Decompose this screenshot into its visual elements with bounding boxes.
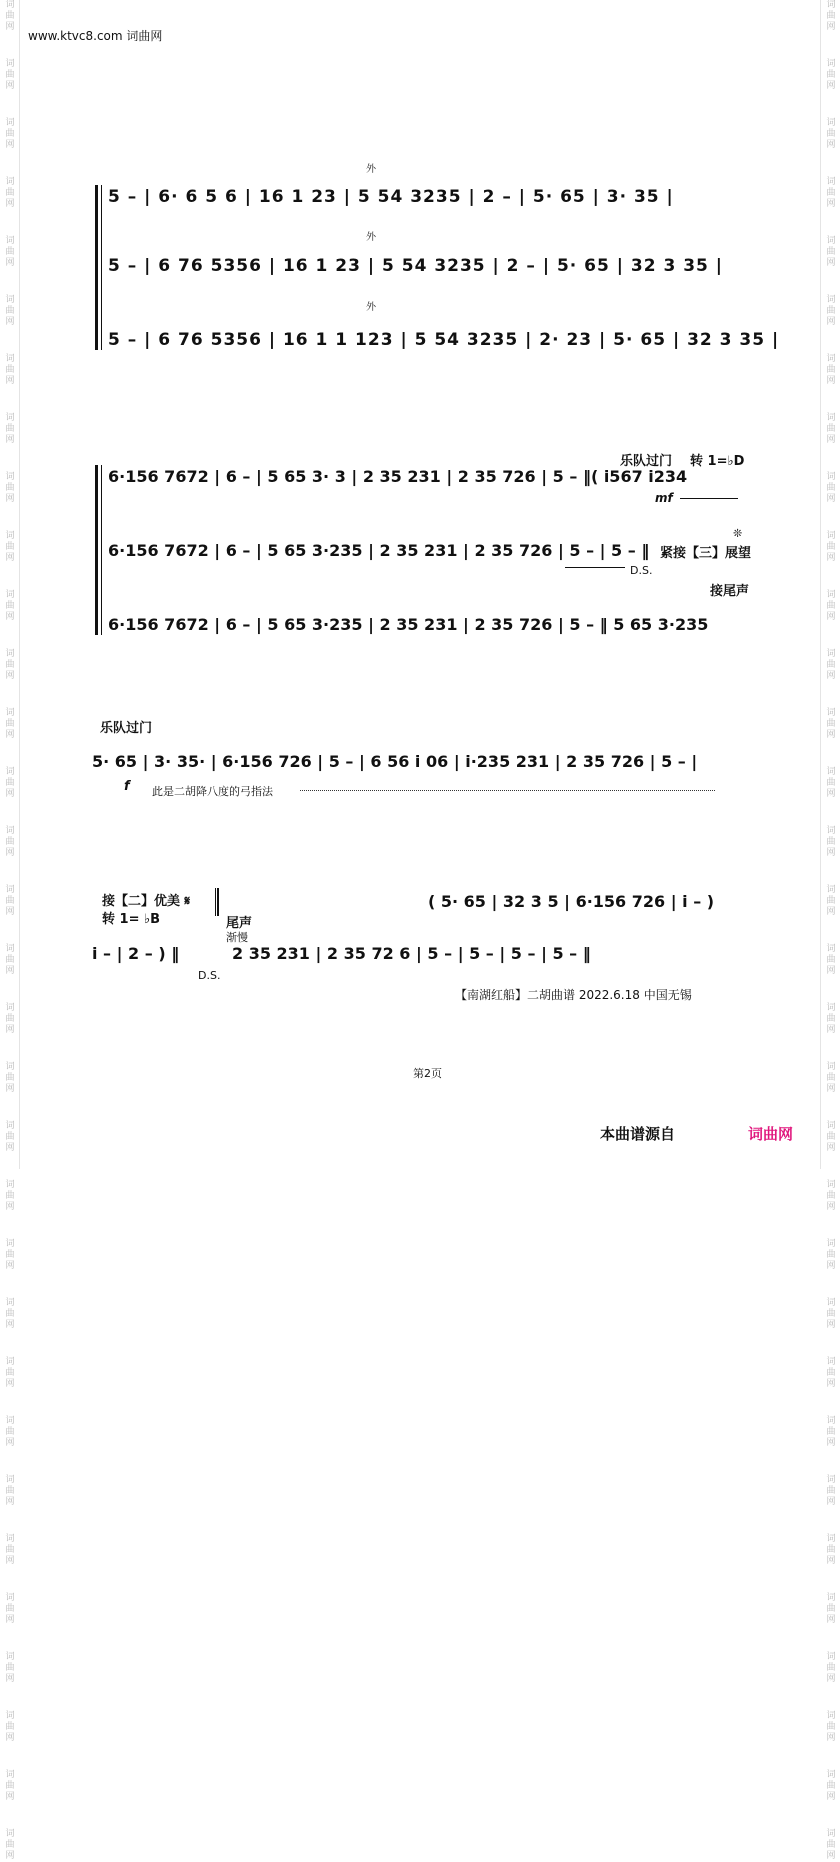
watermark-char: 曲 [826, 1250, 836, 1260]
watermark-char: 网 [5, 612, 15, 622]
watermark-char: 网 [5, 848, 15, 858]
bowing-dots [300, 790, 715, 791]
transition-label: 乐队过门 [100, 721, 153, 736]
watermark-char: 词 [826, 413, 836, 423]
watermark-char: 曲 [5, 1722, 15, 1732]
score-row-bottom-right: 2 35 231 | 2 35 72 6 | 5 – | 5 – | 5 – | 5 – ‖ [232, 944, 591, 963]
watermark-char: 网 [5, 494, 15, 504]
watermark-char: 词 [826, 826, 836, 836]
watermark-char: 词 [5, 826, 15, 836]
watermark-char: 词 [826, 1003, 836, 1013]
watermark-char: 曲 [5, 483, 15, 493]
watermark-char: 曲 [5, 70, 15, 80]
watermark-char: 词 [826, 236, 836, 246]
watermark-char: 网 [826, 22, 836, 32]
watermark-char: 词 [826, 649, 836, 659]
watermark-char: 曲 [826, 1427, 836, 1437]
watermark-char: 网 [5, 1674, 15, 1684]
watermark-char: 词 [5, 1829, 15, 1839]
watermark-char: 曲 [826, 247, 836, 257]
watermark-char: 词 [826, 472, 836, 482]
watermark-char: 网 [5, 22, 15, 32]
watermark-char: 曲 [826, 1073, 836, 1083]
score-system-2 [0, 445, 840, 645]
segno-mark: ❊ [733, 527, 743, 540]
watermark-char: 词 [5, 1593, 15, 1603]
score-row-1: 6·156 7672 | 6 – | 5 65 3· 3 | 2 35 231 | 2 35 726 | 5 – ‖( i567 i234 [108, 467, 688, 486]
watermark-char: 词 [5, 1652, 15, 1662]
watermark-char: 网 [826, 730, 836, 740]
watermark-char: 网 [826, 1733, 836, 1743]
key-change: 转 1= ♭B [102, 912, 161, 927]
watermark-char: 网 [826, 317, 836, 327]
watermark-char: 网 [826, 1143, 836, 1153]
watermark-char: 网 [826, 1851, 836, 1861]
wai-mark-3: 外 [366, 302, 376, 313]
watermark-char: 词 [5, 1239, 15, 1249]
watermark-char: 网 [826, 1320, 836, 1330]
watermark-char: 网 [826, 199, 836, 209]
watermark-char: 曲 [5, 837, 15, 847]
watermark-char: 网 [826, 1792, 836, 1802]
watermark-char: 曲 [826, 1486, 836, 1496]
watermark-char: 词 [826, 1829, 836, 1839]
watermark-char: 词 [826, 0, 836, 10]
watermark-char: 曲 [5, 719, 15, 729]
watermark-char: 词 [826, 59, 836, 69]
watermark-char: 网 [5, 730, 15, 740]
watermark-char: 词 [826, 1711, 836, 1721]
watermark-char: 网 [5, 1733, 15, 1743]
watermark-char: 曲 [826, 11, 836, 21]
ds-mark: D.S. [630, 564, 653, 577]
watermark-char: 网 [5, 1379, 15, 1389]
watermark-char: 曲 [5, 1073, 15, 1083]
score-row: 5· 65 | 3· 35· | 6·156 726 | 5 – | 6 56 i 06 | i·235 231 | 2 35 726 | 5 – | [92, 752, 698, 771]
watermark-char: 词 [826, 118, 836, 128]
watermark-char: 曲 [5, 1191, 15, 1201]
watermark-char: 曲 [826, 896, 836, 906]
watermark-char: 网 [5, 553, 15, 563]
system-bracket [95, 465, 98, 635]
watermark-char: 曲 [5, 306, 15, 316]
system-bracket-thin [101, 465, 102, 635]
watermark-char: 曲 [826, 483, 836, 493]
page-number: 第2页 [413, 1067, 442, 1080]
watermark-char: 曲 [5, 1368, 15, 1378]
watermark-char: 词 [5, 0, 15, 10]
watermark-char: 词 [5, 708, 15, 718]
score-row-top: ( 5· 65 | 32 3 5 | 6·156 726 | i – ) [428, 892, 715, 911]
watermark-char: 词 [5, 1770, 15, 1780]
watermark-char: 词 [5, 413, 15, 423]
score-row-2: 5 – | 6 76 5356 | 16 1 23 | 5 54 3235 | 2 – | 5· 65 | 32 3 35 | [108, 256, 723, 276]
watermark-char: 曲 [826, 424, 836, 434]
watermark-char: 词 [826, 177, 836, 187]
watermark-char: 词 [5, 1062, 15, 1072]
ds-mark: D.S. [198, 969, 221, 982]
watermark-char: 词 [826, 295, 836, 305]
watermark-char: 网 [5, 317, 15, 327]
watermark-char: 网 [826, 671, 836, 681]
watermark-char: 曲 [5, 896, 15, 906]
watermark-char: 曲 [5, 247, 15, 257]
watermark-char: 网 [826, 1025, 836, 1035]
watermark-char: 网 [826, 1379, 836, 1389]
watermark-char: 曲 [826, 1132, 836, 1142]
watermark-char: 曲 [5, 778, 15, 788]
dynamic-f: f [124, 779, 130, 794]
watermark-char: 曲 [5, 955, 15, 965]
watermark-char: 网 [5, 435, 15, 445]
watermark-char: 网 [5, 671, 15, 681]
watermark-char: 网 [5, 1320, 15, 1330]
watermark-char: 曲 [5, 660, 15, 670]
watermark-char: 网 [5, 1615, 15, 1625]
watermark-char: 网 [5, 376, 15, 386]
wai-mark-2: 外 [366, 232, 376, 243]
source-label: 本曲谱源自 [600, 1125, 676, 1143]
watermark-char: 曲 [826, 365, 836, 375]
watermark-char: 曲 [826, 1368, 836, 1378]
watermark-char: 词 [826, 1770, 836, 1780]
wai-mark: 外 [366, 164, 376, 175]
watermark-char: 网 [5, 1556, 15, 1566]
watermark-char: 网 [826, 1202, 836, 1212]
watermark-char: 网 [826, 1261, 836, 1271]
watermark-char: 词 [826, 885, 836, 895]
watermark-char: 网 [826, 612, 836, 622]
watermark-char: 词 [5, 295, 15, 305]
watermark-char: 词 [826, 1475, 836, 1485]
score-system-4 [0, 880, 840, 990]
watermark-char: 词 [5, 236, 15, 246]
watermark-char: 曲 [5, 129, 15, 139]
watermark-char: 词 [5, 1416, 15, 1426]
watermark-char: 网 [826, 789, 836, 799]
jin-jie-label: 紧接【三】展望 [660, 546, 752, 561]
watermark-char: 词 [826, 1298, 836, 1308]
watermark-char: 曲 [826, 1604, 836, 1614]
key-change: 转 1=♭D [690, 454, 745, 469]
score-credit: 【南湖红船】二胡曲谱 2022.6.18 中国无锡 [455, 988, 692, 1002]
watermark-char: 曲 [826, 837, 836, 847]
watermark-char: 曲 [5, 1840, 15, 1850]
watermark-char: 词 [5, 531, 15, 541]
watermark-char: 词 [5, 1003, 15, 1013]
watermark-char: 网 [826, 1438, 836, 1448]
watermark-char: 网 [5, 140, 15, 150]
watermark-char: 曲 [826, 542, 836, 552]
watermark-char: 词 [826, 1180, 836, 1190]
watermark-char: 词 [5, 354, 15, 364]
watermark-char: 网 [5, 789, 15, 799]
score-row-3: 5 – | 6 76 5356 | 16 1 1 123 | 5 54 3235 | 2· 23 | 5· 65 | 32 3 35 | [108, 330, 780, 350]
site-header: www.ktvc8.com 词曲网 [28, 29, 163, 43]
watermark-char: 曲 [5, 365, 15, 375]
watermark-char: 词 [826, 767, 836, 777]
double-bar [215, 888, 219, 916]
watermark-char: 网 [826, 435, 836, 445]
score-row-2: 6·156 7672 | 6 – | 5 65 3·235 | 2 35 231 | 2 35 726 | 5 – | 5 – ‖ [108, 541, 650, 560]
watermark-char: 网 [5, 1202, 15, 1212]
watermark-char: 网 [5, 966, 15, 976]
system-bracket [95, 185, 98, 350]
watermark-char: 词 [826, 1357, 836, 1367]
watermark-char: 曲 [5, 1663, 15, 1673]
watermark-char: 网 [826, 81, 836, 91]
score-system-1 [0, 160, 840, 360]
watermark-char: 曲 [5, 1014, 15, 1024]
watermark-char: 词 [5, 649, 15, 659]
watermark-char: 网 [826, 1556, 836, 1566]
watermark-char: 词 [5, 944, 15, 954]
watermark-char: 曲 [826, 1309, 836, 1319]
bowing-note: 此是二胡降八度的弓指法 [152, 785, 273, 798]
system-bracket-thin [101, 185, 102, 350]
watermark-char: 词 [826, 1593, 836, 1603]
watermark-char: 网 [826, 258, 836, 268]
watermark-char: 网 [5, 1143, 15, 1153]
watermark-char: 曲 [826, 1191, 836, 1201]
watermark-char: 曲 [826, 719, 836, 729]
watermark-char: 词 [5, 177, 15, 187]
watermark-char: 词 [826, 1652, 836, 1662]
watermark-char: 网 [826, 494, 836, 504]
watermark-char: 网 [5, 1261, 15, 1271]
score-row-1: 5 – | 6· 6 5 6 | 16 1 23 | 5 54 3235 | 2 – | 5· 65 | 3· 35 | [108, 187, 674, 207]
watermark-char: 曲 [826, 306, 836, 316]
watermark-char: 网 [826, 907, 836, 917]
watermark-char: 词 [5, 1298, 15, 1308]
watermark-char: 曲 [5, 1781, 15, 1791]
watermark-char: 词 [5, 767, 15, 777]
watermark-char: 网 [826, 848, 836, 858]
watermark-char: 曲 [5, 1604, 15, 1614]
watermark-char: 网 [826, 1615, 836, 1625]
watermark-char: 网 [5, 1438, 15, 1448]
watermark-char: 网 [5, 81, 15, 91]
watermark-char: 网 [826, 140, 836, 150]
score-row-3: 6·156 7672 | 6 – | 5 65 3·235 | 2 35 231 | 2 35 726 | 5 – ‖ 5 65 3·235 [108, 615, 709, 634]
watermark-char: 曲 [826, 188, 836, 198]
watermark-char: 网 [5, 199, 15, 209]
watermark-char: 网 [5, 258, 15, 268]
watermark-char: 曲 [826, 129, 836, 139]
watermark-char: 词 [826, 1062, 836, 1072]
watermark-char: 曲 [826, 660, 836, 670]
watermark-char: 网 [826, 376, 836, 386]
watermark-char: 网 [826, 1084, 836, 1094]
watermark-char: 词 [5, 590, 15, 600]
watermark-char: 曲 [826, 601, 836, 611]
watermark-char: 词 [5, 1357, 15, 1367]
watermark-char: 词 [826, 1121, 836, 1131]
watermark-char: 词 [5, 1475, 15, 1485]
watermark-char: 网 [5, 907, 15, 917]
watermark-char: 网 [826, 1497, 836, 1507]
crescendo-mark [680, 498, 738, 499]
watermark-char: 网 [5, 1497, 15, 1507]
watermark-char: 曲 [826, 70, 836, 80]
watermark-char: 曲 [5, 424, 15, 434]
watermark-char: 曲 [826, 1014, 836, 1024]
watermark-char: 词 [5, 1180, 15, 1190]
watermark-char: 曲 [5, 1250, 15, 1260]
watermark-char: 词 [5, 118, 15, 128]
watermark-char: 网 [826, 966, 836, 976]
watermark-char: 曲 [5, 601, 15, 611]
watermark-char: 曲 [826, 955, 836, 965]
watermark-char: 词 [826, 708, 836, 718]
watermark-char: 词 [5, 1121, 15, 1131]
watermark-char: 词 [5, 59, 15, 69]
watermark-char: 网 [5, 1025, 15, 1035]
watermark-char: 曲 [826, 1663, 836, 1673]
watermark-char: 词 [826, 590, 836, 600]
score-system-3 [0, 715, 840, 805]
watermark-char: 曲 [5, 542, 15, 552]
watermark-char: 词 [826, 1239, 836, 1249]
watermark-char: 词 [826, 1534, 836, 1544]
jian-man-label: 渐慢 [226, 931, 248, 944]
watermark-char: 词 [826, 1416, 836, 1426]
watermark-char: 曲 [826, 1781, 836, 1791]
transition-label: 乐队过门 [620, 454, 673, 469]
watermark-char: 曲 [5, 11, 15, 21]
watermark-char: 词 [5, 1711, 15, 1721]
watermark-char: 词 [5, 472, 15, 482]
ds-line [565, 567, 625, 568]
dynamic-mf: mf [655, 491, 673, 505]
watermark-char: 词 [826, 354, 836, 364]
watermark-char: 曲 [5, 1309, 15, 1319]
watermark-char: 曲 [5, 1486, 15, 1496]
score-row-bottom-left: i – | 2 – ) ‖ [92, 944, 180, 963]
source-brand: 词曲网 [748, 1125, 794, 1143]
watermark-char: 网 [5, 1792, 15, 1802]
watermark-char: 词 [5, 885, 15, 895]
watermark-char: 曲 [826, 1840, 836, 1850]
watermark-char: 网 [826, 553, 836, 563]
watermark-char: 曲 [5, 1545, 15, 1555]
watermark-char: 曲 [5, 188, 15, 198]
watermark-char: 词 [826, 531, 836, 541]
watermark-char: 曲 [5, 1427, 15, 1437]
jie-er-label: 接【二】优美 𝄋 [102, 894, 191, 909]
watermark-char: 曲 [826, 1545, 836, 1555]
watermark-char: 词 [5, 1534, 15, 1544]
watermark-char: 网 [5, 1084, 15, 1094]
watermark-char: 网 [5, 1851, 15, 1861]
watermark-char: 网 [826, 1674, 836, 1684]
watermark-char: 曲 [5, 1132, 15, 1142]
jie-wei-sheng-label: 接尾声 [710, 584, 750, 599]
watermark-char: 曲 [826, 1722, 836, 1732]
watermark-char: 词 [826, 944, 836, 954]
watermark-char: 曲 [826, 778, 836, 788]
wei-sheng-label: 尾声 [226, 916, 253, 931]
